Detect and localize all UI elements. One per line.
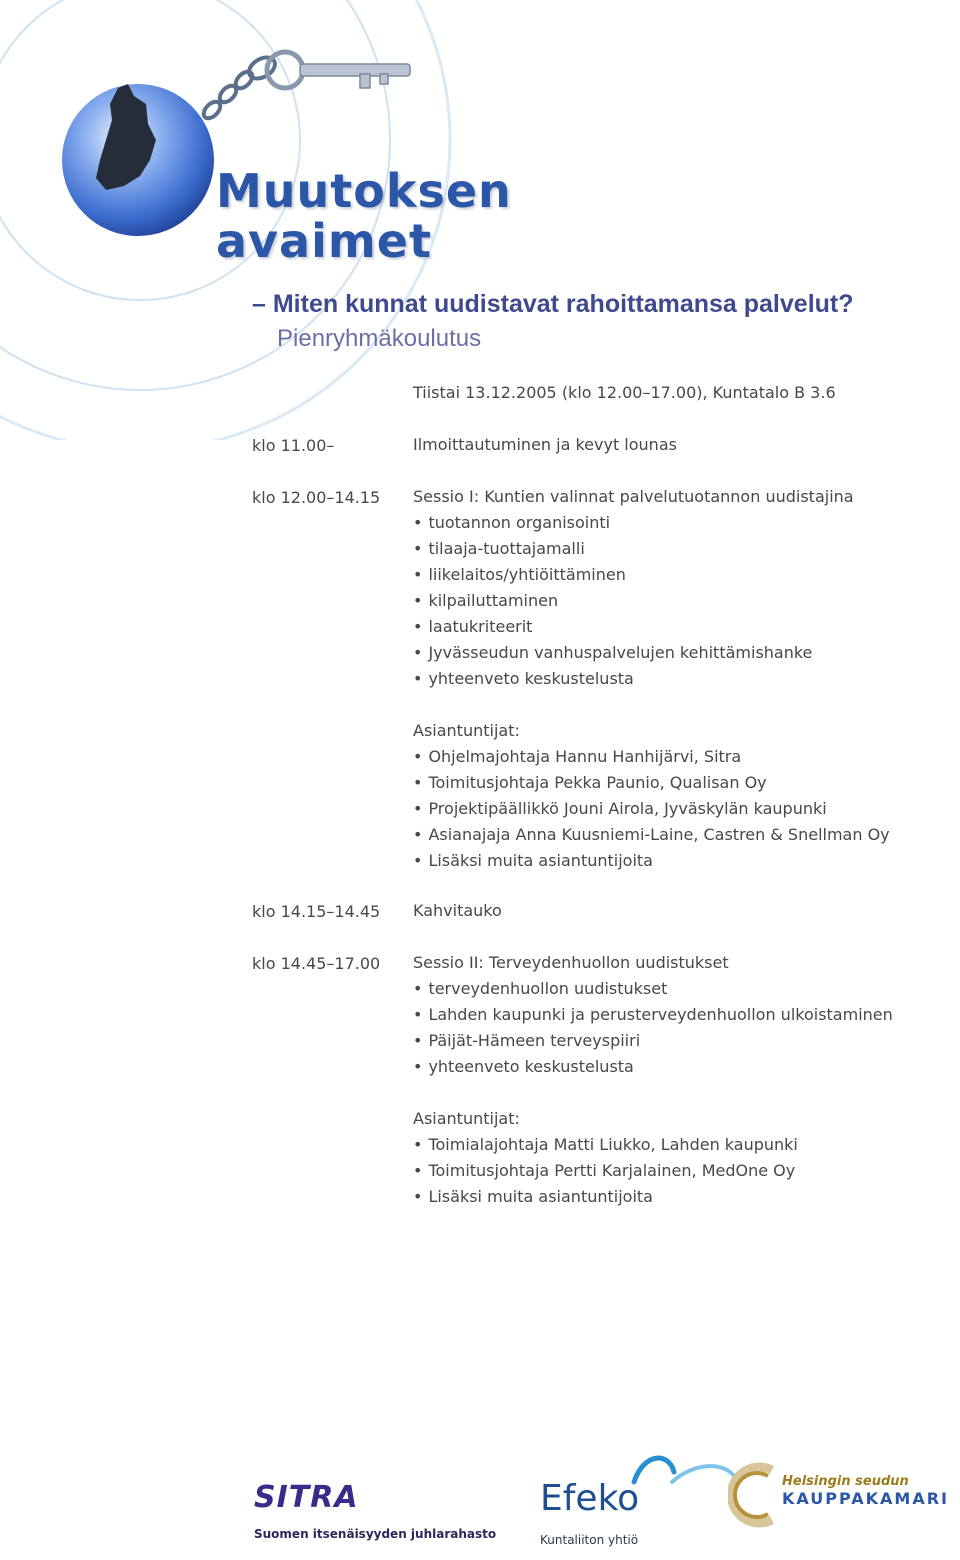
list-item: • terveydenhuollon uudistukset — [413, 976, 893, 1002]
experts-list — [413, 1132, 798, 1210]
list-item: • yhteenveto keskustelusta — [413, 1054, 893, 1080]
schedule-item-2 — [413, 484, 854, 692]
sitra-tagline: Suomen itsenäisyyden juhlarahasto — [254, 1527, 497, 1541]
schedule-item-4 — [413, 950, 893, 1080]
experts-label: Asiantuntijat: — [413, 1109, 520, 1128]
time-slot-3: klo 14.15–14.45 — [252, 902, 381, 921]
list-item: • liikelaitos/yhtiöittäminen — [413, 562, 854, 588]
list-item: • yhteenveto keskustelusta — [413, 666, 854, 692]
list-item: • Lisäksi muita asiantuntijoita — [413, 848, 890, 874]
header-illustration — [0, 0, 960, 440]
logo-title-line1: Muutoksen — [216, 164, 512, 218]
schedule-title: Sessio II: Terveydenhuollon uudistukset — [413, 953, 729, 972]
list-item: • Toimialajohtaja Matti Liukko, Lahden kaupunki — [413, 1132, 798, 1158]
kauppakamari-line2: KAUPPAKAMARI — [782, 1489, 950, 1508]
logo-title-line2: avaimet — [216, 214, 432, 268]
list-item: • kilpailuttaminen — [413, 588, 854, 614]
list-item: • Ohjelmajohtaja Hannu Hanhijärvi, Sitra — [413, 744, 890, 770]
topic-list — [413, 976, 893, 1080]
kauppakamari-line1: Helsingin seudun — [782, 1474, 909, 1489]
page-headline: – Miten kunnat uudistavat rahoittamansa palvelut? — [252, 290, 854, 318]
experts-block-2 — [413, 1106, 798, 1210]
list-item: • tuotannon organisointi — [413, 510, 854, 536]
list-item: • Lahden kaupunki ja perusterveydenhuollon ulkoistaminen — [413, 1002, 893, 1028]
kauppakamari-c-icon — [728, 1462, 784, 1528]
list-item: • Asianajaja Anna Kuusniemi-Laine, Castren & Snellman Oy — [413, 822, 890, 848]
sitra-name: SITRA — [254, 1480, 359, 1515]
schedule-title: Ilmoittautuminen ja kevyt lounas — [413, 435, 677, 454]
list-item: • Toimitusjohtaja Pertti Karjalainen, MedOne Oy — [413, 1158, 798, 1184]
schedule-title: Kahvitauko — [413, 901, 502, 920]
experts-list — [413, 744, 890, 874]
experts-block-1 — [413, 718, 890, 874]
schedule-title: Sessio I: Kuntien valinnat palvelutuotannon uudistajina — [413, 487, 854, 506]
efeko-name: Efeko — [540, 1478, 640, 1519]
time-slot-4: klo 14.45–17.00 — [252, 954, 381, 973]
efeko-tagline: Kuntaliiton yhtiö — [540, 1533, 639, 1547]
efeko-logo — [540, 1460, 639, 1547]
list-item: • Projektipäällikkö Jouni Airola, Jyväskylän kaupunki — [413, 796, 890, 822]
list-item: • Jyvässeudun vanhuspalvelujen kehittämishanke — [413, 640, 854, 666]
time-slot-2: klo 12.00–14.15 — [252, 488, 381, 507]
sitra-logo — [254, 1480, 496, 1541]
list-item: • Päijät-Hämeen terveyspiiri — [413, 1028, 893, 1054]
list-item: • Lisäksi muita asiantuntijoita — [413, 1184, 798, 1210]
time-slot-1: klo 11.00– — [252, 436, 335, 455]
schedule-item-3 — [413, 898, 502, 924]
event-meta: Tiistai 13.12.2005 (klo 12.00–17.00), Kuntatalo B 3.6 — [413, 383, 836, 402]
list-item: • tilaaja-tuottajamalli — [413, 536, 854, 562]
page-subhead: Pienryhmäkoulutus — [277, 325, 482, 352]
list-item: • Toimitusjohtaja Pekka Paunio, Qualisan Oy — [413, 770, 890, 796]
list-item: • laatukriteerit — [413, 614, 854, 640]
topic-list — [413, 510, 854, 692]
experts-label: Asiantuntijat: — [413, 721, 520, 740]
schedule-item-1 — [413, 432, 677, 458]
